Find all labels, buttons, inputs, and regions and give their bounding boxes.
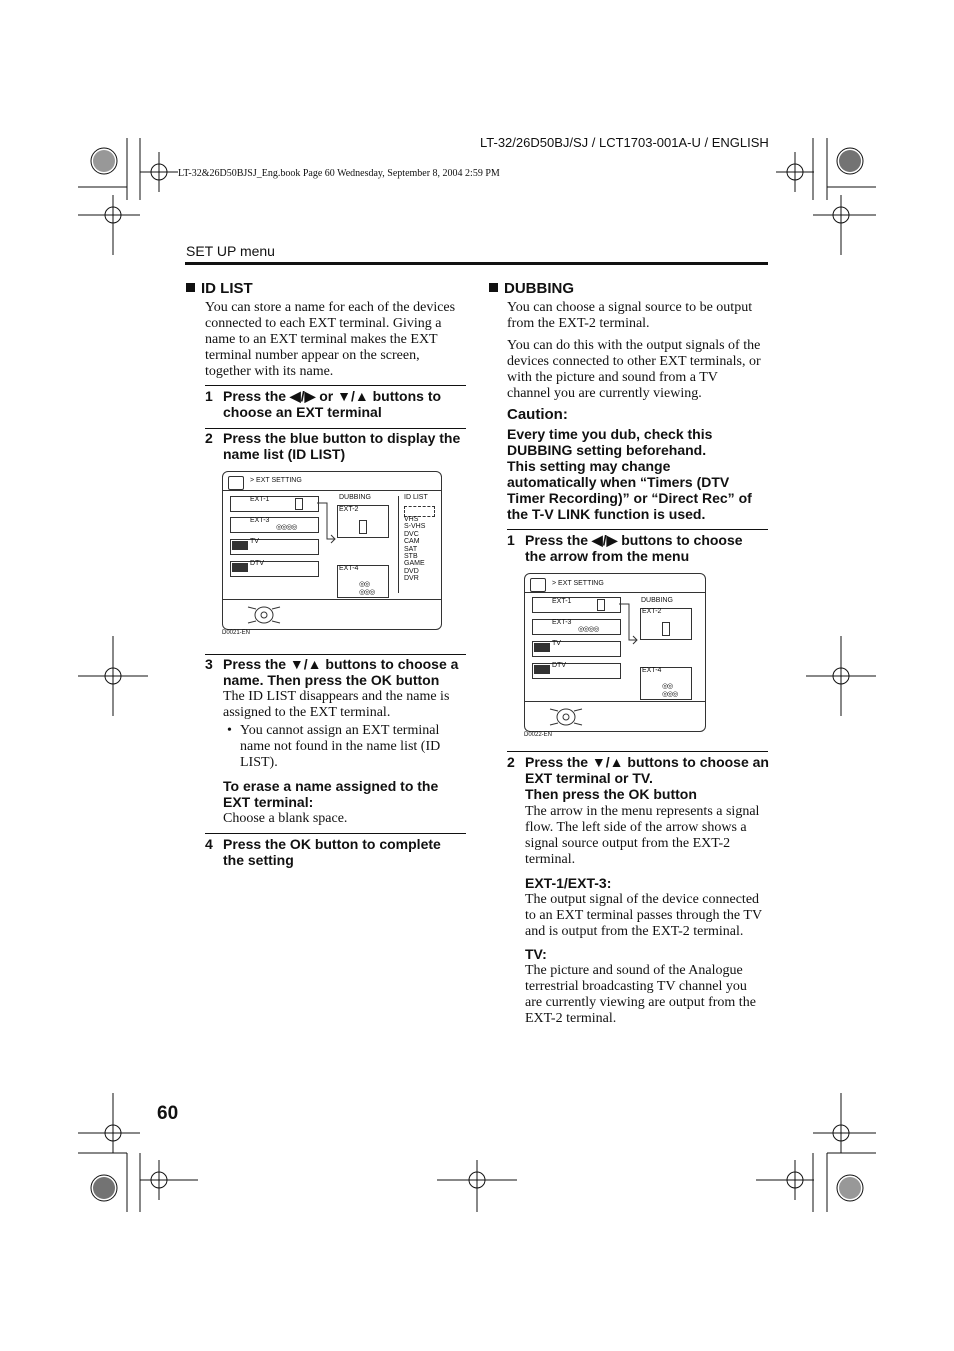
caution-block: Caution: Every time you dub, check this DUBBING setting beforehand. This setting may change automatically when “Timers (DTV Timer Recording)” or “Direct Rec” of the T-V LINK function is used. xyxy=(507,406,752,522)
divider xyxy=(205,833,466,834)
ext-setting-screen-id-list xyxy=(222,471,442,630)
tv-label: TV xyxy=(250,538,259,545)
left-step-1: 1 Press the ◀/▶ or ▼/▲ buttons to choose an EXT terminal xyxy=(205,388,442,420)
figure-code: D0022-EN xyxy=(524,732,553,738)
ext3-label: EXT-3 xyxy=(250,517,270,524)
rca-connectors-icon: ◎◎ ◎◎◎ xyxy=(662,683,678,698)
dtv-icon xyxy=(534,665,550,674)
dubbing-heading: DUBBING xyxy=(489,280,771,297)
ext1-field xyxy=(230,496,319,512)
divider xyxy=(507,751,768,752)
dtv-label: DTV xyxy=(552,662,566,669)
id-list-intro: You can store a name for each of the devices connected to each EXT terminal. Giving a name to an EXT terminal makes the EXT terminal number appear on the screen, together with its name. xyxy=(205,300,456,379)
scart-icon xyxy=(295,498,303,510)
ext3-field xyxy=(532,619,621,635)
ext1-field xyxy=(532,597,621,613)
divider xyxy=(205,428,466,429)
screen-path: > EXT SETTING xyxy=(250,477,302,484)
ext4-label: EXT-4 xyxy=(339,565,359,572)
tv-label: TV xyxy=(552,640,561,647)
square-bullet-icon xyxy=(489,283,498,292)
bullet-note: • You cannot assign an EXT terminal name not found in the name list (ID LIST). xyxy=(227,723,441,770)
tv-icon xyxy=(232,541,248,550)
ext3-label: EXT-3 xyxy=(552,619,572,626)
id-list-label: ID LIST xyxy=(404,494,428,501)
id-list-heading: ID LIST xyxy=(186,280,468,297)
square-bullet-icon xyxy=(186,283,195,292)
dtv-label: DTV xyxy=(250,560,264,567)
ext3-field xyxy=(230,517,319,533)
scart-icon xyxy=(662,622,670,636)
dtv-icon xyxy=(232,563,248,572)
remote-dpad-icon xyxy=(247,604,281,626)
ext2-label: EXT-2 xyxy=(339,506,359,513)
document-id: LT-32/26D50BJ/SJ / LCT1703-001A-U / ENGLISH xyxy=(480,135,769,150)
divider xyxy=(205,654,466,655)
id-list-section xyxy=(186,280,468,380)
erase-note: To erase a name assigned to the EXT terminal: Choose a blank space. xyxy=(223,778,439,826)
right-step-2: 2 Press the ▼/▲ buttons to choose an EXT terminal or TV. Then press the OK button The arrow in the menu represents a signal flow. The left side of the arrow shows a signal source output from the EXT-2 terminal. EXT-1/EXT-3: The output signal of the device connected to an EXT terminal passes through the TV and is output from the EXT-2 terminal. TV: The picture and sound of the Analogue terrestrial broadcasting TV channel you are currently viewing are output from the EXT-2 terminal. xyxy=(507,754,769,1026)
divider xyxy=(205,385,466,386)
screen-path: > EXT SETTING xyxy=(552,580,604,587)
ext1-label: EXT-1 xyxy=(552,598,572,605)
page-number: 60 xyxy=(157,1103,179,1124)
menu-icon xyxy=(228,476,244,490)
dubbing-label: DUBBING xyxy=(641,597,673,604)
menu-icon xyxy=(530,578,546,592)
signal-arrow-icon xyxy=(619,600,639,650)
right-step-1: 1 Press the ◀/▶ buttons to choose the arrow from the menu xyxy=(507,532,743,564)
rca-connectors-icon: ◎◎ ◎◎◎ xyxy=(359,581,375,596)
scart-icon xyxy=(597,599,605,611)
ext2-label: EXT-2 xyxy=(642,608,662,615)
ext-setting-screen-dubbing xyxy=(524,573,706,732)
name-list: VHS S-VHS DVC CAM SAT STB GAME DVD DVR xyxy=(404,516,426,583)
ext1-label: EXT-1 xyxy=(250,496,270,503)
ext4-label: EXT-4 xyxy=(642,667,662,674)
divider xyxy=(507,529,768,530)
dubbing-label: DUBBING xyxy=(339,494,371,501)
section-rule xyxy=(185,262,768,265)
left-step-2: 2 Press the blue button to display the name list (ID LIST) xyxy=(205,430,461,462)
scart-icon xyxy=(359,520,367,534)
dubbing-section: DUBBING You can choose a signal source to be output from the EXT-2 terminal. You can do this with the output signals of the devices connected to other EXT terminals, or with the picture and sound from a TV channel you are currently viewing. xyxy=(489,280,771,402)
section-title: SET UP menu xyxy=(186,243,275,259)
remote-dpad-icon xyxy=(549,706,583,728)
signal-arrow-icon xyxy=(317,499,337,549)
left-step-4: 4 Press the OK button to complete the setting xyxy=(205,836,441,868)
left-step-3: 3 Press the ▼/▲ buttons to choose a name. Then press the OK button The ID LIST disappears and the name is assigned to the EXT terminal. • You cannot assign an EXT terminal name not found in the name list (ID LIST). xyxy=(205,656,469,774)
book-info-line: LT-32&26D50BJSJ_Eng.book Page 60 Wednesday, September 8, 2004 2:59 PM xyxy=(178,168,500,179)
rca-connectors-icon: ◎◎◎◎ xyxy=(578,626,599,633)
rca-connectors-icon: ◎◎◎◎ xyxy=(276,524,297,531)
figure-code: D0021-EN xyxy=(222,630,251,636)
tv-icon xyxy=(534,643,550,652)
